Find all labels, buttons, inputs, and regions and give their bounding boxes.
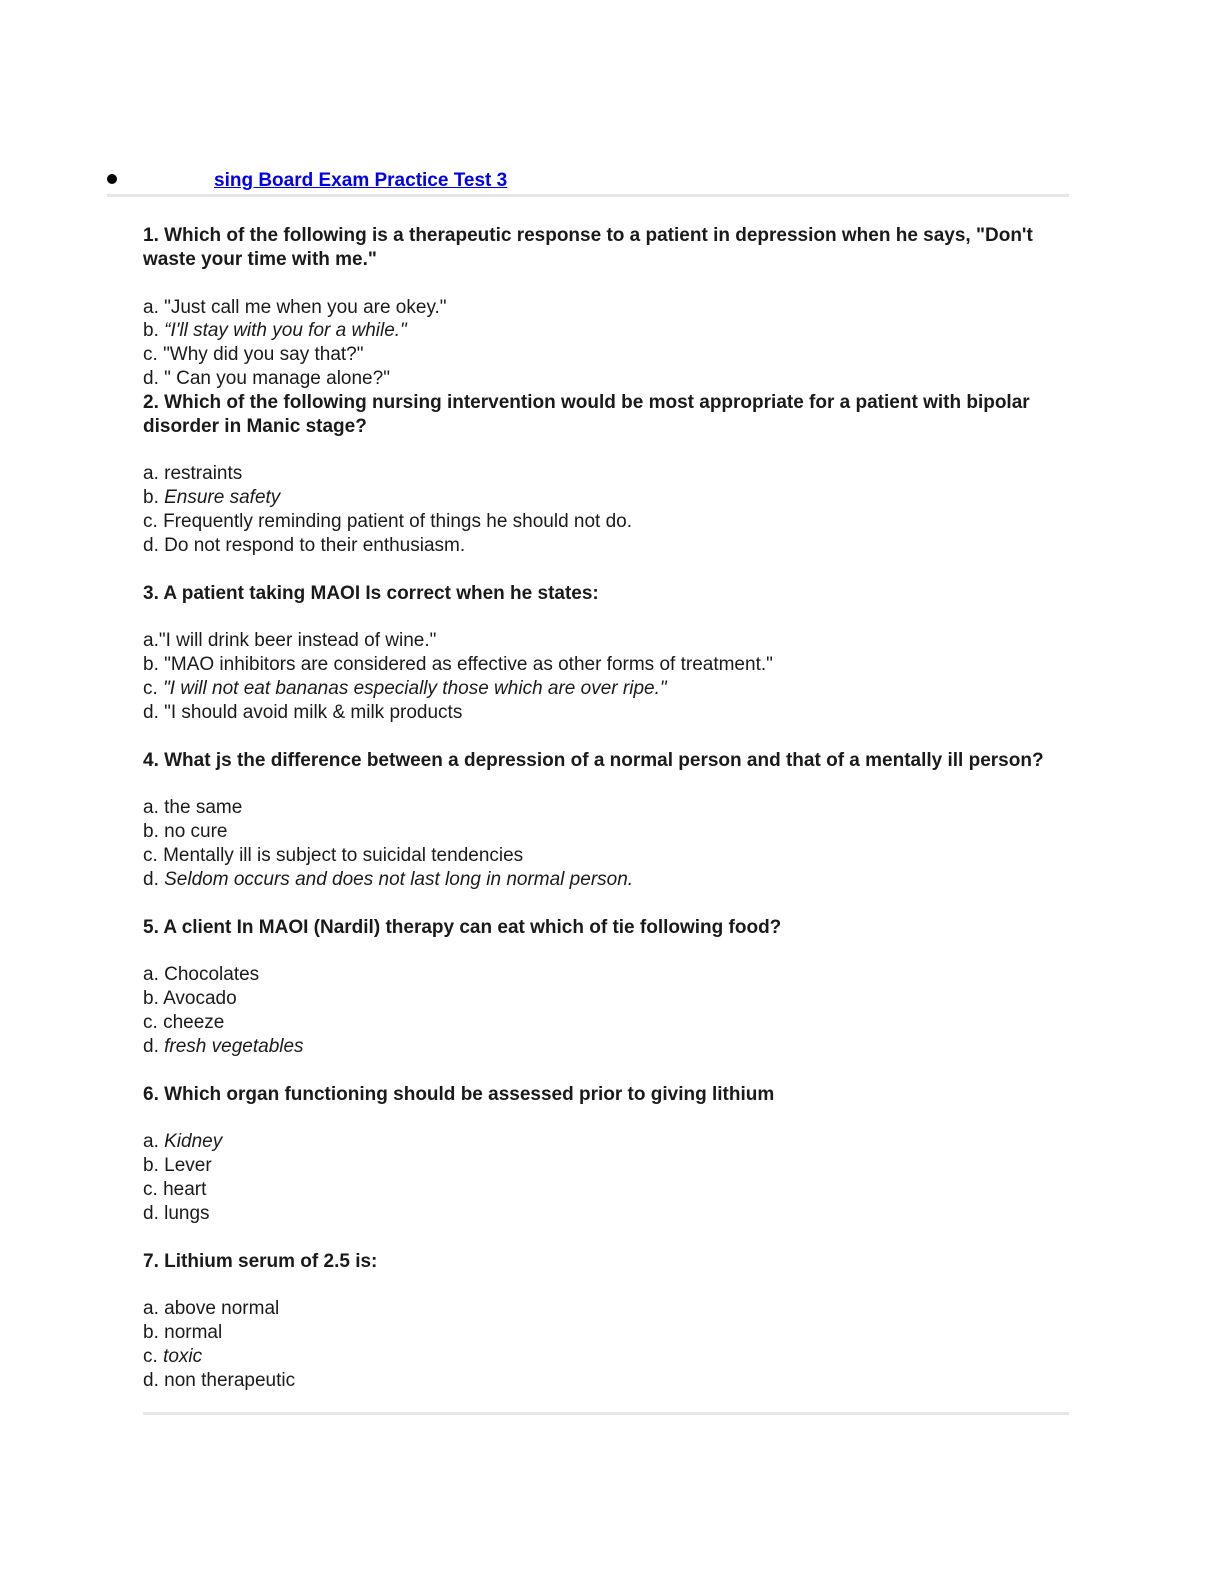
option-text: "Why did you say that?" [163, 344, 364, 366]
option-a: a. the same [143, 797, 243, 819]
question-text: 5. A client In MAOI (Nardil) therapy can eat which of tie following food? [143, 916, 782, 938]
question-text: 7. Lithium serum of 2.5 is: [143, 1250, 378, 1272]
option-b: b. Ensure safety [143, 487, 281, 509]
option-list [143, 629, 1073, 724]
option-c: c. heart [143, 1178, 207, 1200]
option-c: c. Mentally ill is subject to suicidal tendencies [143, 844, 524, 866]
option-c: c. cheeze [143, 1011, 225, 1033]
option-text: above normal [164, 1298, 280, 1320]
question-text: 2. Which of the following nursing intervention would be most appropriate for a patient with bipolar disorder in Manic stage? [143, 391, 1030, 437]
option-a: a."I will drink beer instead of wine." [143, 630, 437, 652]
option-text: normal [164, 1322, 223, 1344]
option-list [143, 1130, 1073, 1225]
question-text: 4. What js the difference between a depression of a normal person and that of a mentally ill person? [143, 749, 1044, 771]
option-list [143, 963, 1073, 1058]
option-b: b. “I'll stay with you for a while." [143, 320, 407, 342]
option-d: d. fresh vegetables [143, 1035, 304, 1057]
question-block-5 [143, 916, 1073, 1059]
option-text: non therapeutic [164, 1369, 296, 1391]
question-text: 3. A patient taking MAOI Is correct when he states: [143, 582, 599, 604]
question-text: 1. Which of the following is a therapeutic response to a patient in depression when he says, "Don't waste your time with me." [143, 225, 1033, 270]
option-text: "I should avoid milk & milk products [164, 701, 463, 723]
option-d: d. non therapeutic [143, 1369, 296, 1391]
option-c: c. Frequently reminding patient of things he should not do. [143, 510, 633, 532]
option-text: Seldom occurs and does not last long in normal person. [164, 868, 634, 890]
question-block-4 [143, 749, 1073, 892]
option-text: heart [163, 1178, 207, 1200]
option-list [143, 1297, 1073, 1392]
question-block-1 [143, 224, 1073, 391]
option-b: b. "MAO inhibitors are considered as effective as other forms of treatment." [143, 654, 773, 676]
option-list [143, 796, 1073, 891]
option-d: d. " Can you manage alone?" [143, 367, 390, 389]
option-text: cheeze [163, 1011, 225, 1033]
option-text: Kidney [164, 1131, 223, 1153]
option-text: Ensure safety [164, 487, 281, 509]
question-block-2 [143, 391, 1073, 558]
question-block-6 [143, 1083, 1073, 1226]
option-c: c. "Why did you say that?" [143, 344, 364, 366]
option-text: fresh vegetables [164, 1035, 304, 1057]
footer-divider [143, 1412, 1069, 1415]
option-text: “I'll stay with you for a while." [164, 320, 407, 342]
option-a: a. "Just call me when you are okey." [143, 296, 447, 318]
option-text: Chocolates [164, 964, 260, 986]
option-c: c. "I will not eat bananas especially those which are over ripe." [143, 677, 667, 699]
option-a: a. Chocolates [143, 964, 260, 986]
option-list [143, 296, 1073, 391]
option-d: d. Seldom occurs and does not last long in normal person. [143, 868, 634, 890]
option-a: a. above normal [143, 1298, 280, 1320]
question-text: 6. Which organ functioning should be assessed prior to giving lithium [143, 1083, 775, 1105]
question-block-7 [143, 1250, 1073, 1393]
option-text: Do not respond to their enthusiasm. [164, 534, 466, 556]
option-text: lungs [164, 1202, 210, 1224]
option-text: Lever [164, 1155, 212, 1177]
option-text: no cure [164, 821, 228, 843]
option-b: b. normal [143, 1322, 223, 1344]
question-list [143, 224, 1073, 1392]
option-text: Mentally ill is subject to suicidal tendencies [163, 844, 524, 866]
option-text: " Can you manage alone?" [164, 367, 390, 389]
option-text: "I will drink beer instead of wine." [158, 630, 437, 652]
page-header [107, 168, 1069, 197]
option-text: restraints [164, 463, 243, 485]
option-b: b. Avocado [143, 988, 237, 1010]
option-d: d. Do not respond to their enthusiasm. [143, 534, 466, 556]
option-a: a. restraints [143, 463, 243, 485]
option-b: b. Lever [143, 1155, 212, 1177]
option-a: a. Kidney [143, 1131, 223, 1153]
option-text: Avocado [163, 988, 237, 1010]
option-text: "I will not eat bananas especially those which are over ripe." [163, 677, 667, 699]
option-c: c. toxic [143, 1345, 203, 1367]
option-d: d. "I should avoid milk & milk products [143, 701, 463, 723]
option-d: d. lungs [143, 1202, 210, 1224]
option-text: "Just call me when you are okey." [164, 296, 447, 318]
option-text: "MAO inhibitors are considered as effective as other forms of treatment." [164, 654, 773, 676]
option-text: the same [164, 797, 243, 819]
option-text: Frequently reminding patient of things he should not do. [163, 510, 633, 532]
option-text: toxic [163, 1345, 203, 1367]
question-block-3 [143, 582, 1073, 725]
test-title-link[interactable]: sing Board Exam Practice Test 3 [214, 170, 508, 191]
option-list [143, 462, 1073, 557]
option-b: b. no cure [143, 821, 228, 843]
bullet-icon [107, 174, 117, 184]
